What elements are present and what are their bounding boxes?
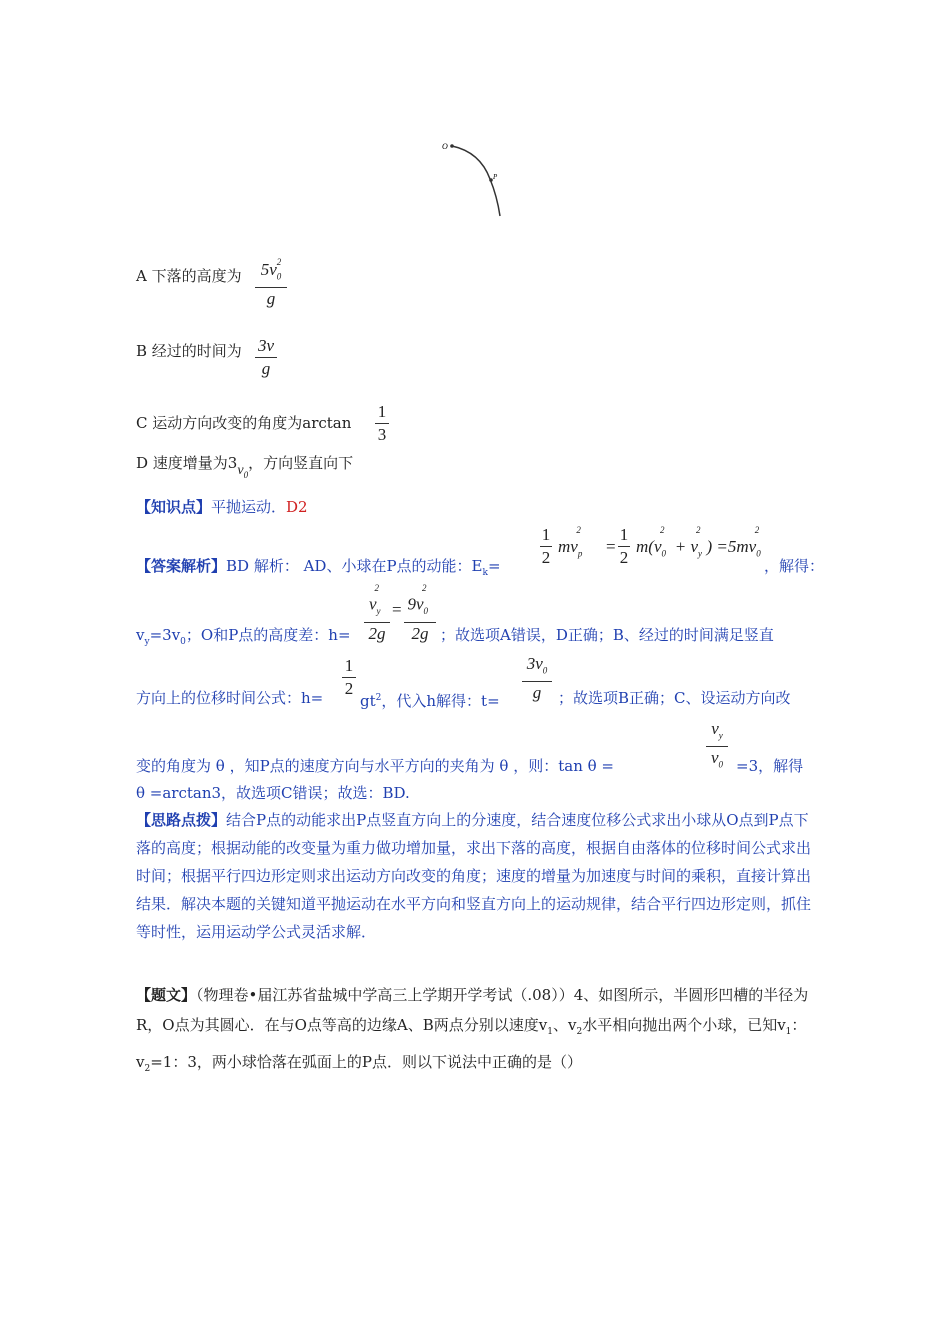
height-equation: $v_y^2$ 2g = $9v_0^2$ 2g — [364, 590, 446, 640]
analysis-line-2-end: ；故选项A错误，D正确；B、经过的时间满足竖直 — [440, 626, 774, 644]
analysis-line-2: $v_y=3v_0$；O和P点的高度差：h= — [136, 626, 351, 647]
knowledge-point: 【知识点】平抛运动．D2 — [136, 498, 308, 516]
trajectory-figure — [440, 134, 510, 224]
half-fraction: 1 2 — [342, 656, 356, 699]
time-fraction: $3v_0$ g — [522, 654, 552, 703]
analysis-line-1-end: ，解得： — [764, 557, 825, 575]
option-a — [136, 266, 242, 286]
knowledge-tag: 【知识点】 — [136, 498, 212, 516]
question-paragraph: 【题文】（物理卷•届江苏省盐城中学高三上学期开学考试（.08））4、如图所示，半圆形凹槽的半径为R，O点为其圆心．在与O点等高的边缘A、B两点分别以速度$v_1$、$v_2$水平相向抛出两个小球，已知$v_1$：$v_2=1$：3，两小球恰落在弧面上的P点．则以下说法中正确的是（） — [136, 986, 809, 1074]
label-p: P — [493, 173, 498, 181]
option-d-tail: ，方向竖直向下 — [248, 454, 354, 472]
analysis-line-4: 变的角度为 θ ，知P点的速度方向与水平方向的夹角为 θ ，则：tan θ = — [136, 757, 614, 775]
question-tag: 【题文】 — [136, 986, 197, 1004]
knowledge-code: D2 — [286, 498, 308, 516]
option-b-fraction: 3v g — [255, 336, 277, 379]
option-b-text: B 经过的时间为 — [136, 342, 242, 360]
option-d: D 速度增量为$3v_0$，方向竖直向下 — [136, 454, 354, 480]
hint-tag: 【思路点拨】 — [136, 811, 227, 829]
trajectory-arc — [452, 146, 500, 216]
analysis-line-4-end: =3，解得 — [736, 757, 804, 775]
option-c-text: C 运动方向改变的角度为arctan — [136, 414, 352, 432]
hint-paragraph: 【思路点拨】结合P点的动能求出P点竖直方向上的分速度，结合速度位移公式求出小球从O点到P点下落的高度；根据动能的改变量为重力做功增加量，求出下落的高度，根据自由落体的位移时间公式求出时间；根据平行四边形定则求出运动方向改变的角度；速度的增量为加速度与时间的乘积，直接计算出结果．解决本题的关键知道平抛运动在水平方向和竖直方向上的运动规律，结合平行四边形定则，抓住等时性，运用运动学公式灵活求解． — [136, 811, 812, 941]
label-o: O — [442, 142, 448, 151]
option-d-text: D 速度增量为3 — [136, 454, 238, 472]
analysis-line-5: θ =arctan3，故选项C错误；故选：BD. — [136, 784, 410, 802]
option-a-fraction: 5v 2 $_0$ g — [255, 260, 287, 309]
ek-equation: 1 2 $mv_p^2$ = 1 2 $m(v_0^2 + v_y^2) =5mv_0^2$ — [541, 525, 761, 567]
option-b — [136, 341, 242, 361]
analysis-line-3-mid: $gt^2$，代入h解得：t= — [360, 692, 500, 710]
option-a-text: A 下落的高度为 — [136, 267, 242, 285]
analysis-tag: 【答案解析】 — [136, 557, 227, 575]
option-c — [136, 413, 351, 433]
point-o — [450, 144, 454, 148]
option-c-fraction: 1 3 — [375, 402, 389, 445]
analysis-line-1: 【答案解析】BD 解析： AD、小球在P点的动能：$E_k=$ — [136, 557, 501, 578]
analysis-line-3: 方向上的位移时间公式：h= — [136, 689, 324, 707]
tan-fraction: $v_y$ $v_0$ — [706, 719, 728, 775]
analysis-line-3-end: ；故选项B正确；C、设运动方向改 — [558, 689, 791, 707]
